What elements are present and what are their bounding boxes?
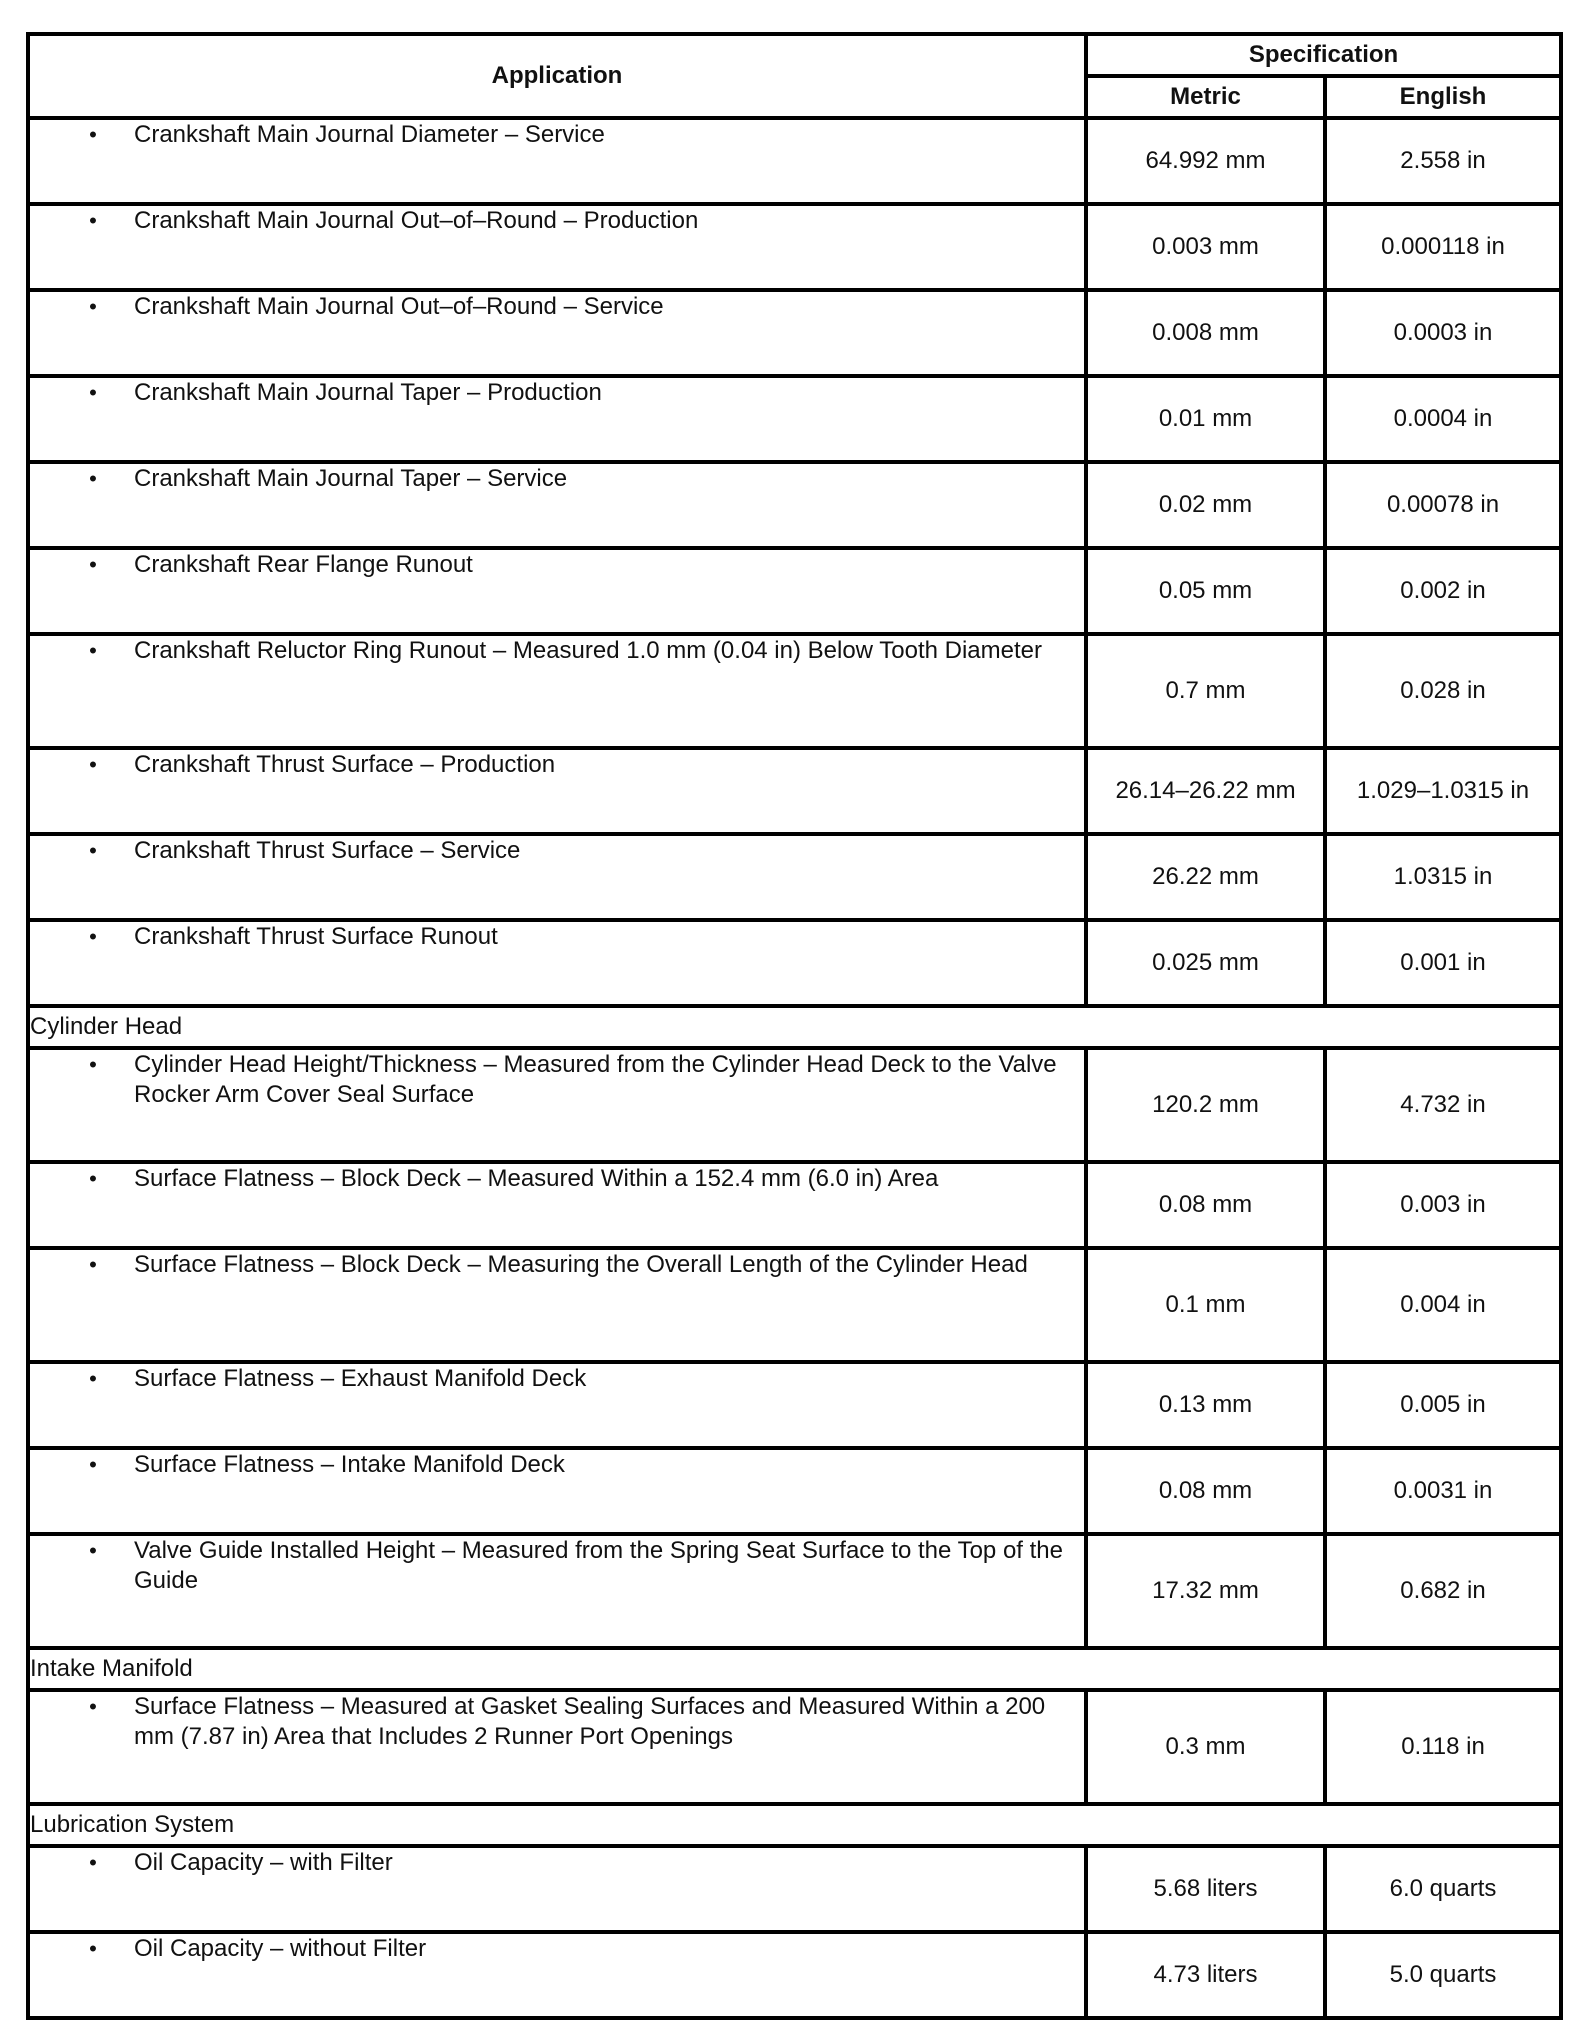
application-text: Crankshaft Main Journal Taper – Service [134,465,568,492]
table-row [28,1448,1561,1534]
application-text: Surface Flatness – Exhaust Manifold Deck [134,1365,587,1392]
english-value: 0.003 in [1325,1162,1561,1248]
table-row [28,1846,1561,1932]
bullet-icon: • [89,1694,97,1719]
application-text: Surface Flatness – Block Deck – Measured Within a 152.4 mm (6.0 in) Area [134,1165,939,1192]
application-text: Crankshaft Main Journal Out–of–Round – Production [134,207,699,234]
table-row [28,548,1561,634]
application-text: Surface Flatness – Measured at Gasket Sealing Surfaces and Measured Within a 200 mm (7.87 in) Area that Includes 2 Runner Port Openings [134,1693,1046,1750]
metric-value: 26.14–26.22 mm [1086,748,1325,834]
bullet-icon: • [89,1366,97,1391]
bullet-icon: • [89,924,97,949]
application-text: Surface Flatness – Intake Manifold Deck [134,1451,565,1478]
metric-value: 0.1 mm [1086,1248,1325,1362]
application-text: Crankshaft Thrust Surface Runout [134,923,498,950]
metric-value: 0.025 mm [1086,920,1325,1006]
bullet-icon: • [89,552,97,577]
english-value: 1.0315 in [1325,834,1561,920]
application-text: Crankshaft Main Journal Out–of–Round – Service [134,293,664,320]
english-value: 0.0031 in [1325,1448,1561,1534]
table-row [28,1534,1561,1648]
section-heading: Cylinder Head [28,1006,1561,1048]
bullet-icon: • [89,1936,97,1961]
metric-value: 64.992 mm [1086,118,1325,204]
application-text: Crankshaft Main Journal Diameter – Service [134,121,605,148]
table-row [28,748,1561,834]
metric-value: 120.2 mm [1086,1048,1325,1162]
english-value: 5.0 quarts [1325,1932,1561,2018]
application-text: Valve Guide Installed Height – Measured from the Spring Seat Surface to the Top of the Guide [134,1537,1063,1594]
english-value: 0.000118 in [1325,204,1561,290]
table-row [28,1932,1561,2018]
section-heading: Lubrication System [28,1804,1561,1846]
metric-value: 4.73 liters [1086,1932,1325,2018]
specification-table [26,32,1563,2020]
bullet-icon: • [89,122,97,147]
table-row [28,118,1561,204]
metric-value: 0.008 mm [1086,290,1325,376]
metric-value: 0.08 mm [1086,1448,1325,1534]
section-row [28,1648,1561,1690]
english-value: 0.682 in [1325,1534,1561,1648]
bullet-icon: • [89,294,97,319]
metric-column-header: Metric [1086,76,1325,118]
table-row [28,1162,1561,1248]
metric-value: 0.3 mm [1086,1690,1325,1804]
table-row [28,1248,1561,1362]
bullet-icon: • [89,838,97,863]
table-row [28,462,1561,548]
english-value: 4.732 in [1325,1048,1561,1162]
table-row [28,920,1561,1006]
metric-value: 17.32 mm [1086,1534,1325,1648]
english-column-header: English [1325,76,1561,118]
english-value: 0.004 in [1325,1248,1561,1362]
bullet-icon: • [89,638,97,663]
metric-value: 0.08 mm [1086,1162,1325,1248]
metric-value: 0.02 mm [1086,462,1325,548]
table-row [28,290,1561,376]
metric-value: 26.22 mm [1086,834,1325,920]
english-value: 0.0003 in [1325,290,1561,376]
table-row [28,634,1561,748]
table-row [28,376,1561,462]
bullet-icon: • [89,1252,97,1277]
table-row [28,1048,1561,1162]
bullet-icon: • [89,752,97,777]
metric-value: 0.7 mm [1086,634,1325,748]
bullet-icon: • [89,208,97,233]
application-text: Oil Capacity – with Filter [134,1849,393,1876]
english-value: 0.001 in [1325,920,1561,1006]
english-value: 1.029–1.0315 in [1325,748,1561,834]
english-value: 6.0 quarts [1325,1846,1561,1932]
english-value: 0.00078 in [1325,462,1561,548]
bullet-icon: • [89,466,97,491]
section-row [28,1804,1561,1846]
metric-value: 0.01 mm [1086,376,1325,462]
bullet-icon: • [89,1052,97,1077]
bullet-icon: • [89,380,97,405]
metric-value: 0.003 mm [1086,204,1325,290]
english-value: 0.005 in [1325,1362,1561,1448]
application-column-header: Application [28,34,1086,118]
application-text: Crankshaft Thrust Surface – Production [134,751,556,778]
english-value: 0.002 in [1325,548,1561,634]
bullet-icon: • [89,1452,97,1477]
application-text: Crankshaft Main Journal Taper – Production [134,379,602,406]
table-row [28,204,1561,290]
specification-table-body [28,118,1561,2018]
metric-value: 0.13 mm [1086,1362,1325,1448]
metric-value: 5.68 liters [1086,1846,1325,1932]
bullet-icon: • [89,1538,97,1563]
metric-value: 0.05 mm [1086,548,1325,634]
section-row [28,1006,1561,1048]
application-text: Crankshaft Rear Flange Runout [134,551,473,578]
application-text: Oil Capacity – without Filter [134,1935,427,1962]
table-row [28,1362,1561,1448]
english-value: 0.118 in [1325,1690,1561,1804]
table-row [28,1690,1561,1804]
bullet-icon: • [89,1166,97,1191]
english-value: 2.558 in [1325,118,1561,204]
english-value: 0.0004 in [1325,376,1561,462]
application-text: Surface Flatness – Block Deck – Measuring the Overall Length of the Cylinder Head [134,1251,1028,1278]
application-text: Crankshaft Thrust Surface – Service [134,837,521,864]
application-text: Crankshaft Reluctor Ring Runout – Measured 1.0 mm (0.04 in) Below Tooth Diameter [134,637,1042,664]
table-row [28,834,1561,920]
application-text: Cylinder Head Height/Thickness – Measured from the Cylinder Head Deck to the Valve Rocker Arm Cover Seal Surface [134,1051,1057,1108]
specification-column-header: Specification [1086,34,1561,76]
english-value: 0.028 in [1325,634,1561,748]
bullet-icon: • [89,1850,97,1875]
section-heading: Intake Manifold [28,1648,1561,1690]
